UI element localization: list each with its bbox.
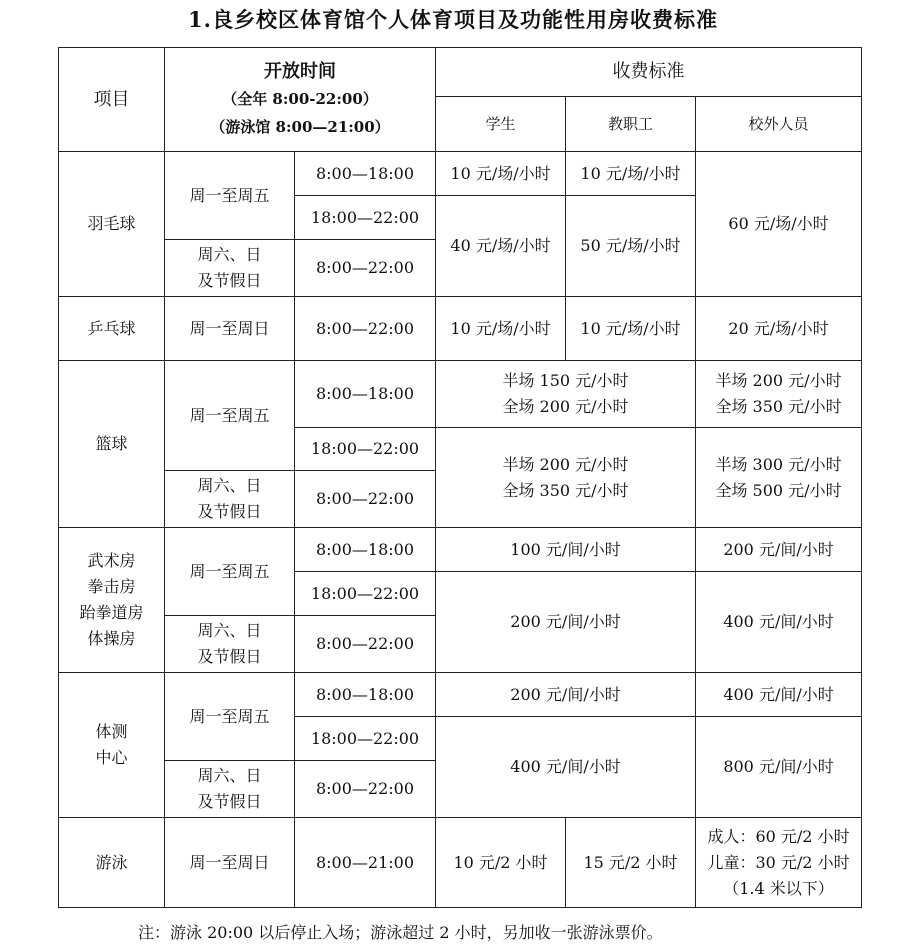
weekend-line-1: 周六、日 (197, 766, 262, 785)
basketball-weekday: 周一至周五 (165, 361, 295, 471)
weekend-line-2: 及节假日 (197, 647, 262, 666)
badminton-time-3: 8:00—22:00 (295, 240, 436, 297)
open-time-note-1: （全年 8:00-22:00） (222, 89, 378, 108)
room-name-3: 跆拳道房 (79, 603, 144, 622)
rooms-time-2: 18:00—22:00 (295, 572, 436, 616)
basketball-internal-fee-2 (436, 428, 696, 528)
fee-table (58, 47, 862, 908)
open-time-note-2: （游泳馆 8:00—21:00） (210, 117, 390, 136)
swimming-time: 8:00—21:00 (295, 818, 436, 908)
fitness-time-2: 18:00—22:00 (295, 717, 436, 761)
fitness-name-1: 体测 (95, 722, 128, 741)
header-item: 项目 (59, 48, 165, 152)
basketball-time-1: 8:00—18:00 (295, 361, 436, 428)
row-pingpong-name: 乒乓球 (59, 297, 165, 361)
swimming-student-fee: 10 元/2 小时 (436, 818, 566, 908)
badminton-weekday: 周一至周五 (165, 152, 295, 240)
basketball-weekend (165, 471, 295, 528)
fitness-time-1: 8:00—18:00 (295, 673, 436, 717)
room-name-2: 拳击房 (87, 577, 136, 596)
fee-line-1: 半场 200 元/小时 (715, 371, 842, 390)
pingpong-staff-fee: 10 元/场/小时 (566, 297, 696, 361)
badminton-time-2: 18:00—22:00 (295, 196, 436, 240)
pingpong-student-fee: 10 元/场/小时 (436, 297, 566, 361)
fitness-outsider-fee-2: 800 元/间/小时 (696, 717, 862, 818)
open-time-label: 开放时间 (264, 60, 336, 82)
rooms-outsider-fee-2: 400 元/间/小时 (696, 572, 862, 673)
child-height-note: （1.4 米以下） (723, 878, 834, 898)
pingpong-days: 周一至周日 (165, 297, 295, 361)
fee-line-2: 全场 500 元/小时 (715, 480, 842, 500)
fitness-name-2: 中心 (95, 748, 128, 767)
swimming-staff-fee: 15 元/2 小时 (566, 818, 696, 908)
rooms-weekend (165, 616, 295, 673)
fee-line-1: 半场 200 元/小时 (502, 454, 629, 474)
fitness-internal-fee-2: 400 元/间/小时 (436, 717, 696, 818)
rooms-internal-fee-1: 100 元/间/小时 (436, 528, 696, 572)
weekend-line-1: 周六、日 (197, 621, 262, 640)
weekend-line-2: 及节假日 (197, 502, 262, 521)
badminton-time-1: 8:00—18:00 (295, 152, 436, 196)
basketball-time-3: 8:00—22:00 (295, 471, 436, 528)
header-open-time (165, 48, 436, 152)
room-name-1: 武术房 (87, 551, 136, 570)
badminton-student-fee-1: 10 元/场/小时 (436, 152, 566, 196)
badminton-staff-fee-1: 10 元/场/小时 (566, 152, 696, 196)
footnote: 注：游泳 20:00 以后停止入场；游泳超过 2 小时，另加收一张游泳票价。 (138, 923, 663, 942)
basketball-outsider-fee-2 (696, 428, 862, 528)
pingpong-outsider-fee: 20 元/场/小时 (696, 297, 862, 361)
rooms-time-1: 8:00—18:00 (295, 528, 436, 572)
header-staff: 教职工 (566, 97, 696, 152)
fee-line-2: 全场 350 元/小时 (502, 480, 629, 500)
row-swimming-name: 游泳 (59, 818, 165, 908)
pingpong-time: 8:00—22:00 (295, 297, 436, 361)
basketball-outsider-fee-1 (696, 361, 862, 428)
row-rooms-name (59, 528, 165, 673)
rooms-weekday: 周一至周五 (165, 528, 295, 616)
fitness-time-3: 8:00—22:00 (295, 761, 436, 818)
weekend-line-2: 及节假日 (197, 271, 262, 290)
rooms-outsider-fee-1: 200 元/间/小时 (696, 528, 862, 572)
weekend-line-1: 周六、日 (197, 245, 262, 264)
fitness-weekday: 周一至周五 (165, 673, 295, 761)
badminton-staff-fee-2: 50 元/场/小时 (566, 196, 696, 297)
weekend-line-2: 及节假日 (197, 792, 262, 811)
badminton-weekend (165, 240, 295, 297)
row-fitness-name (59, 673, 165, 818)
fitness-internal-fee-1: 200 元/间/小时 (436, 673, 696, 717)
adult-fee: 成人：60 元/2 小时 (707, 826, 850, 846)
fee-line-1: 半场 300 元/小时 (715, 454, 842, 474)
row-badminton-name: 羽毛球 (59, 152, 165, 297)
fee-line-1: 半场 150 元/小时 (502, 371, 629, 390)
row-basketball-name: 篮球 (59, 361, 165, 528)
rooms-time-3: 8:00—22:00 (295, 616, 436, 673)
rooms-internal-fee-2: 200 元/间/小时 (436, 572, 696, 673)
weekend-line-1: 周六、日 (197, 476, 262, 495)
fitness-weekend (165, 761, 295, 818)
fee-line-2: 全场 350 元/小时 (715, 397, 842, 416)
fee-line-2: 全场 200 元/小时 (502, 397, 629, 416)
badminton-outsider-fee: 60 元/场/小时 (696, 152, 862, 297)
header-outsider: 校外人员 (696, 97, 862, 152)
header-student: 学生 (436, 97, 566, 152)
page-title: 1.良乡校区体育馆个人体育项目及功能性用房收费标准 (188, 7, 718, 32)
header-fee-standard: 收费标准 (436, 48, 862, 97)
child-fee: 儿童：30 元/2 小时 (707, 852, 850, 872)
swimming-outsider-fee (696, 818, 862, 908)
basketball-internal-fee-1 (436, 361, 696, 428)
swimming-days: 周一至周日 (165, 818, 295, 908)
basketball-time-2: 18:00—22:00 (295, 428, 436, 471)
room-name-4: 体操房 (87, 629, 136, 648)
badminton-student-fee-2: 40 元/场/小时 (436, 196, 566, 297)
fitness-outsider-fee-1: 400 元/间/小时 (696, 673, 862, 717)
